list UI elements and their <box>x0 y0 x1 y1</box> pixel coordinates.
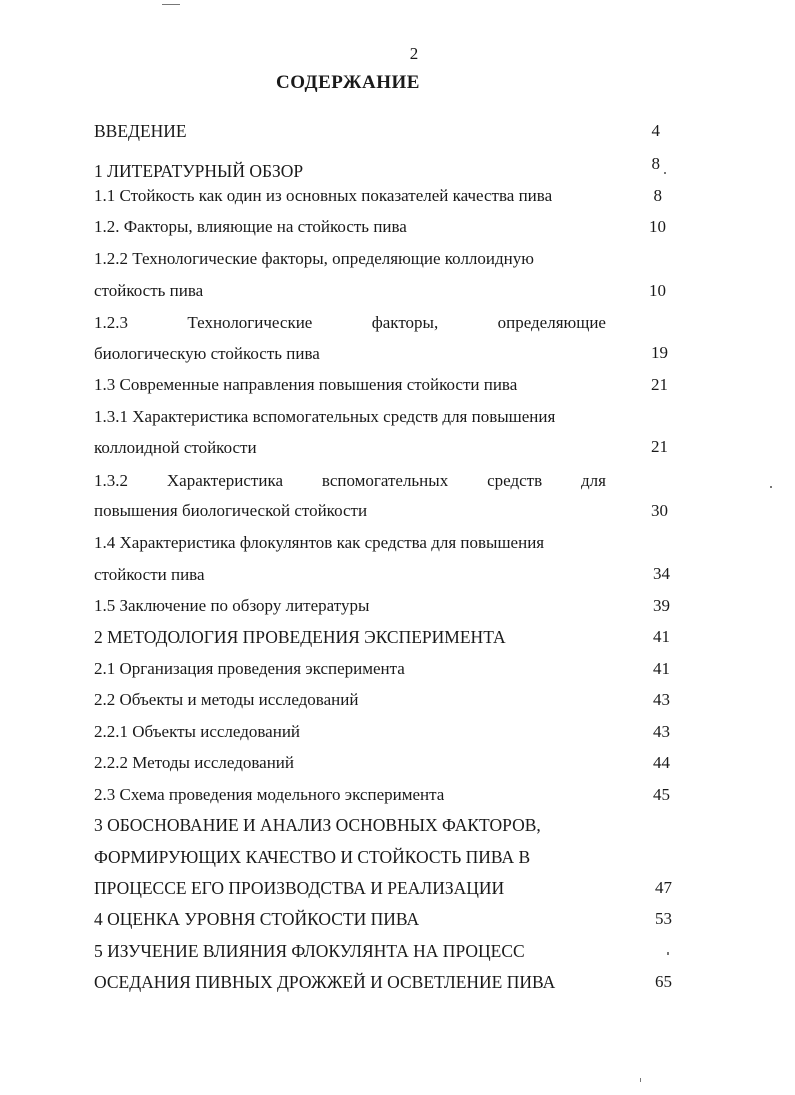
toc-entry-1-2: 1.2. Факторы, влияющие на стойкость пива <box>94 217 407 236</box>
toc-entry-2-3: 2.3 Схема проведения модельного эксперимента <box>94 785 445 804</box>
toc-page-2-2: 43 <box>653 690 670 709</box>
toc-entry-2-1: 2.1 Организация проведения эксперимента <box>94 659 405 678</box>
toc-entry-1-4-line2: стойкости пива <box>94 565 205 584</box>
toc-page-ch5: 65 <box>655 972 672 991</box>
toc-entry-1-2-3-line2: биологическую стойкость пива <box>94 344 320 363</box>
toc-page-intro: 4 <box>651 121 660 140</box>
page-title: СОДЕРЖАНИЕ <box>276 72 420 93</box>
toc-word: для <box>581 471 606 490</box>
toc-page-1-2: 10 <box>649 217 666 236</box>
toc-word: Технологические <box>187 313 313 332</box>
toc-page-1-3-1: 21 <box>651 437 668 456</box>
page-number: 2 <box>409 44 419 63</box>
toc-page-1-2-3: 19 <box>651 343 668 362</box>
toc-entry-intro: ВВЕДЕНИЕ <box>94 121 187 141</box>
toc-word: факторы, <box>371 313 439 332</box>
toc-word: 1.2.3 <box>94 313 128 332</box>
toc-entry-1-2-3-line1 <box>94 313 606 333</box>
toc-entry-ch4: 4 ОЦЕНКА УРОВНЯ СТОЙКОСТИ ПИВА <box>94 909 420 929</box>
toc-entry-ch2: 2 МЕТОДОЛОГИЯ ПРОВЕДЕНИЯ ЭКСПЕРИМЕНТА <box>94 627 506 647</box>
toc-page-1-4: 34 <box>653 564 670 583</box>
toc-entry-2-2: 2.2 Объекты и методы исследований <box>94 690 359 709</box>
toc-page-2-2-1: 43 <box>653 722 670 741</box>
toc-page-2-1: 41 <box>653 659 670 678</box>
toc-entry-ch3-line2: ФОРМИРУЮЩИХ КАЧЕСТВО И СТОЙКОСТЬ ПИВА В <box>94 847 531 867</box>
toc-page-2-2-2: 44 <box>653 753 670 772</box>
toc-entry-1-3-1-line2: коллоидной стойкости <box>94 438 257 457</box>
toc-entry-ch3-line3: ПРОЦЕССЕ ЕГО ПРОИЗВОДСТВА И РЕАЛИЗАЦИИ <box>94 878 505 898</box>
toc-entry-1-1: 1.1 Стойкость как один из основных показателей качества пива <box>94 186 553 205</box>
toc-page-1-1: 8 <box>653 186 662 205</box>
toc-entry-1-2-2-line1: 1.2.2 Технологические факторы, определяющие коллоидную <box>94 249 534 268</box>
toc-entry-2-2-2: 2.2.2 Методы исследований <box>94 753 295 772</box>
toc-entry-ch5-line2: ОСЕДАНИЯ ПИВНЫХ ДРОЖЖЕЙ И ОСВЕТЛЕНИЕ ПИВА <box>94 972 556 992</box>
toc-page-ch2: 41 <box>653 627 670 646</box>
scan-dot <box>770 486 772 488</box>
scan-dot <box>667 952 669 955</box>
toc-page-1-3: 21 <box>651 375 668 394</box>
toc-entry-ch3-line1: 3 ОБОСНОВАНИЕ И АНАЛИЗ ОСНОВНЫХ ФАКТОРОВ, <box>94 815 541 835</box>
toc-page-1-2-2: 10 <box>649 281 666 300</box>
toc-page-1-5: 39 <box>653 596 670 615</box>
toc-page-ch3: 47 <box>655 878 672 897</box>
toc-word: 1.3.2 <box>94 471 128 490</box>
toc-word: вспомогательных <box>321 471 449 490</box>
toc-entry-ch5-line1: 5 ИЗУЧЕНИЕ ВЛИЯНИЯ ФЛОКУЛЯНТА НА ПРОЦЕСС <box>94 941 525 961</box>
toc-entry-2-2-1: 2.2.1 Объекты исследований <box>94 722 301 741</box>
toc-entry-1-3: 1.3 Современные направления повышения стойкости пива <box>94 375 518 394</box>
toc-entry-1-3-2-line2: повышения биологической стойкости <box>94 501 368 520</box>
toc-word: Характеристика <box>166 471 283 490</box>
toc-word: средств <box>487 471 543 490</box>
toc-page-ch1: 8 <box>651 154 660 173</box>
scan-dot <box>664 172 666 174</box>
toc-entry-1-4-line1: 1.4 Характеристика флокулянтов как средства для повышения <box>94 533 545 552</box>
toc-entry-1-3-1-line1: 1.3.1 Характеристика вспомогательных средств для повышения <box>94 407 556 426</box>
toc-page-1-3-2: 30 <box>651 501 668 520</box>
toc-entry-1-3-2-line1 <box>94 471 606 491</box>
scan-dot <box>640 1078 641 1082</box>
scan-mark <box>162 4 180 5</box>
toc-entry-1-5: 1.5 Заключение по обзору литературы <box>94 596 370 615</box>
toc-word: определяющие <box>497 313 606 332</box>
toc-page-ch4: 53 <box>655 909 672 928</box>
toc-page-2-3: 45 <box>653 785 670 804</box>
toc-entry-1-2-2-line2: стойкость пива <box>94 281 204 300</box>
toc-entry-ch1: 1 ЛИТЕРАТУРНЫЙ ОБЗОР <box>94 161 304 181</box>
